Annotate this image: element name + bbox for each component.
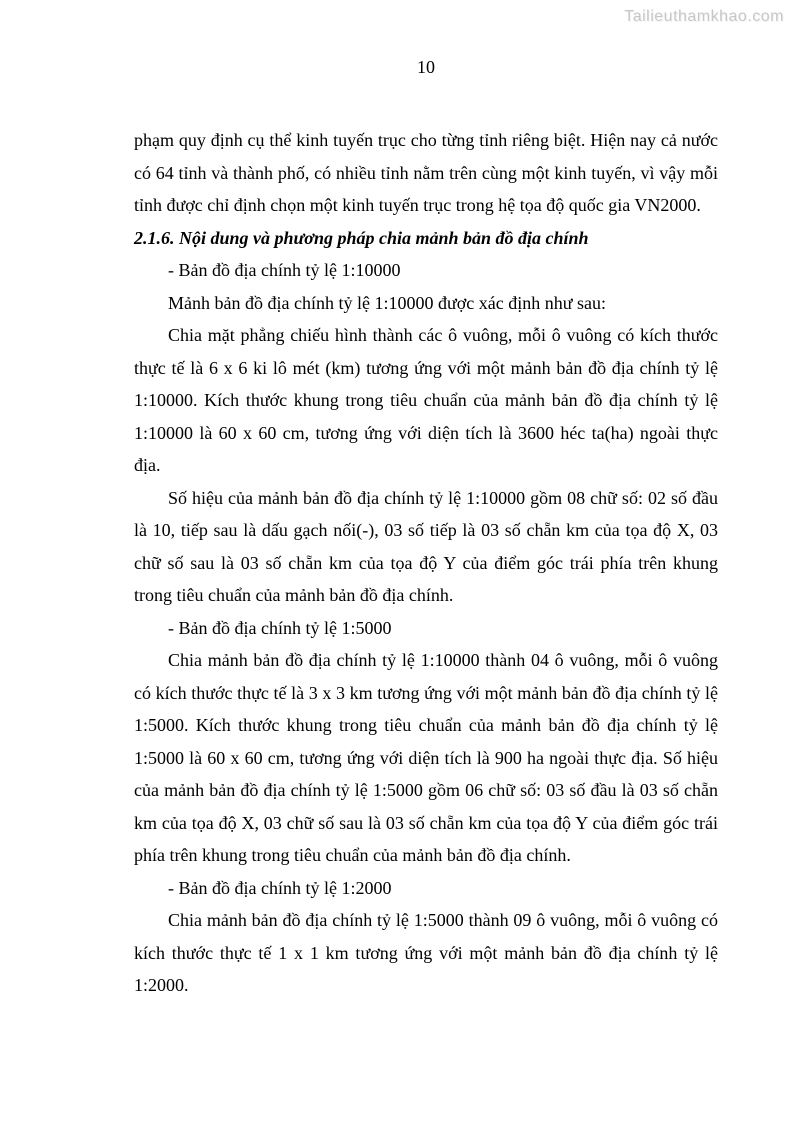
paragraph-2000-detail: Chia mảnh bản đồ địa chính tỷ lệ 1:5000 thành 09 ô vuông, mỗi ô vuông có kích thước thực tế 1 x 1 km tương ứng với một mảnh bản đồ địa chính tỷ lệ 1:2000.	[134, 910, 718, 995]
watermark-text: Tailieuthamkhao.com	[624, 8, 784, 25]
paragraph-10000-detail: Chia mặt phẳng chiếu hình thành các ô vuông, mỗi ô vuông có kích thước thực tế là 6 x 6 ki lô mét (km) tương ứng với một mảnh bản đồ địa chính tỷ lệ 1:10000. Kích thước khung trong tiêu chuẩn của mảnh bản đồ địa chính tỷ lệ 1:10000 là 60 x 60 cm, tương ứng với diện tích là 3600 héc ta(ha) ngoài thực địa.	[134, 325, 718, 475]
list-item-scale-5000: - Bản đồ địa chính tỷ lệ 1:5000	[168, 617, 392, 638]
paragraph-10000-intro: Mảnh bản đồ địa chính tỷ lệ 1:10000 được xác định như sau:	[168, 292, 606, 313]
list-item-scale-2000: - Bản đồ địa chính tỷ lệ 1:2000	[168, 877, 392, 898]
section-heading-2-1-6: 2.1.6. Nội dung và phương pháp chia mảnh bản đồ địa chính	[134, 227, 589, 248]
document-body	[134, 124, 718, 1002]
paragraph-10000-numbering: Số hiệu của mảnh bản đồ địa chính tỷ lệ 1:10000 gồm 08 chữ số: 02 số đầu là 10, tiếp sau là dấu gạch nối(-), 03 số tiếp là 03 số chẵn km của tọa độ X, 03 chữ số sau là 03 số chẵn km của tọa độ Y của điểm góc trái phía trên khung trong tiêu chuẩn của mảnh bản đồ địa chính.	[134, 487, 718, 605]
page-number: 10	[417, 57, 435, 77]
paragraph-5000-detail: Chia mảnh bản đồ địa chính tỷ lệ 1:10000 thành 04 ô vuông, mỗi ô vuông có kích thước thực tế là 3 x 3 km tương ứng với một mảnh bản đồ địa chính tỷ lệ 1:5000. Kích thước khung trong tiêu chuẩn của mảnh bản đồ địa chính tỷ lệ 1:5000 là 60 x 60 cm, tương ứng với diện tích là 900 ha ngoài thực địa. Số hiệu của mảnh bản đồ địa chính tỷ lệ 1:5000 gồm 06 chữ số: 03 số đầu là 03 số chẵn km của tọa độ X, 03 chữ số sau là 03 số chẵn km của tọa độ Y của điểm góc trái phía trên khung trong tiêu chuẩn của mảnh bản đồ địa chính.	[134, 650, 718, 865]
list-item-scale-10000: - Bản đồ địa chính tỷ lệ 1:10000	[168, 260, 401, 280]
paragraph-continuation: phạm quy định cụ thể kinh tuyến trục cho từng tỉnh riêng biệt. Hiện nay cả nước có 64 tỉnh và thành phố, có nhiều tỉnh nằm trên cùng một kinh tuyến, vì vậy mỗi tỉnh được chỉ định chọn một kinh tuyến trục trong hệ tọa độ quốc gia VN2000.	[134, 130, 718, 215]
